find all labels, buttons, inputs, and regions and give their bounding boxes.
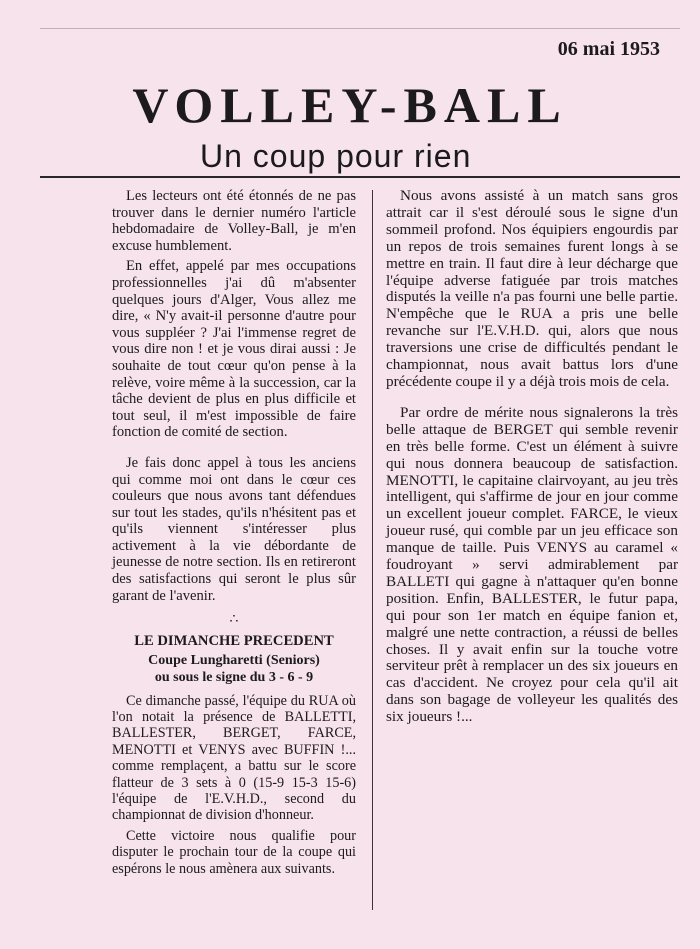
paragraph: Nous avons assisté à un match sans gros attrait car il s'est déroulé sous le signe d'un sommeil profond. Nos équipiers engourdis par un repos de trois semaines furent longs à se mettre en train. Il faut dire à leur décharge que l'équipe adverse fatiguée par trois matches disputés la veille n'a pas fourni une belle partie. N'empêche que le RUA a pris une belle revanche sur l'E.V.H.D. qui, alors que nous traversions une crise de difficultés pendant le championnat, nous avait battus lors d'une précédente coupe il y a déjà trois mois de cela. [386, 187, 678, 390]
paragraph: En effet, appelé par mes occupations professionnelles j'ai dû m'absenter quelques jours d'Alger, Vous allez me dire, « N'y avait-il personne d'autre pour vous suppléer ? J'ai l'immense regret de vous dire non ! et je vous dirai aussi : Je souhaite de tout cœur qu'on pense à la relève, voire même à la succession, car la tâche devient de plus en plus difficile et tout seul, il m'est impossible de faire fonction de comité de section. [112, 258, 356, 441]
paragraph: Je fais donc appel à tous les anciens qui comme moi ont dans le cœur ces couleurs que nous avons tant défendues sur tout les stades, qu'ils n'hésitent pas et qu'ils viennent s'intéresser plus activement à la vie débordante de jeunesse de notre section. Ils en retireront des satisfactions qui seront le plus sûr garant de l'avenir. [112, 454, 356, 604]
match-report [112, 693, 356, 877]
left-column [112, 188, 356, 881]
article-title: VOLLEY-BALL [132, 77, 568, 133]
paragraph: Cette victoire nous qualifie pour disputer le prochain tour de la coupe qui espérons le nous amènera aux suivants. [112, 827, 356, 877]
right-column [386, 188, 678, 730]
match-subheading: ou sous le signe du 3 - 6 - 9 [154, 670, 314, 686]
match-heading: Coupe Lungharetti (Seniors) [148, 653, 320, 669]
paragraph: Les lecteurs ont été étonnés de ne pas trouver dans le dernier numéro l'article hebdomadaire de Volley-Ball, je m'en excuse humblement. [112, 188, 356, 254]
paragraph: Par ordre de mérite nous signalerons la très belle attaque de BERGET qui semble revenir en très belle forme. C'est un élément à suivre qui nous donnera beaucoup de satisfaction. MENOTTI, le capitaine clairvoyant, au jeu très intelligent, qui s'affirme de jour en jour comme un excellent joueur complet. FARCE, le vieux joueur rusé, qui comble par un jeu efficace son manque de taille. Puis VENYS au caramel « foudroyant » servi admirablement par BALLETI qui gagne à n'attaquer qu'en bonne position. Enfin, BALLESTER, le futur papa, qui pour son 1er match en équipe fanion et, malgré une nette contraction, a réussi de belles choses. Il y avait enfin sur la touche votre serviteur prêt à remplacer un des six joueurs en cas d'accident. Ne croyez pour cela qu'il ait dans son bagage de volleyeur les qualités des six joueurs !... [386, 403, 678, 726]
top-rule [40, 28, 680, 29]
article-subtitle: Un coup pour rien [200, 138, 472, 174]
ornament: ∴ [229, 612, 239, 628]
paragraph: Ce dimanche passé, l'équipe du RUA où l'on notait la présence de BALLETTI, BALLESTER, BERGET, FARCE, MENOTTI et VENYS avec BUFFIN !... comme remplaçent, a battu sur le score flatteur de 3 sets à 0 (15-9 15-3 15-6) l'équipe de l'E.V.H.D., second du championnat de division d'honneur. [112, 692, 356, 824]
publication-date: 06 mai 1953 [557, 38, 660, 60]
subtitle-rule [40, 176, 680, 178]
column-divider [372, 190, 373, 910]
section-heading: LE DIMANCHE PRECEDENT [134, 632, 334, 649]
